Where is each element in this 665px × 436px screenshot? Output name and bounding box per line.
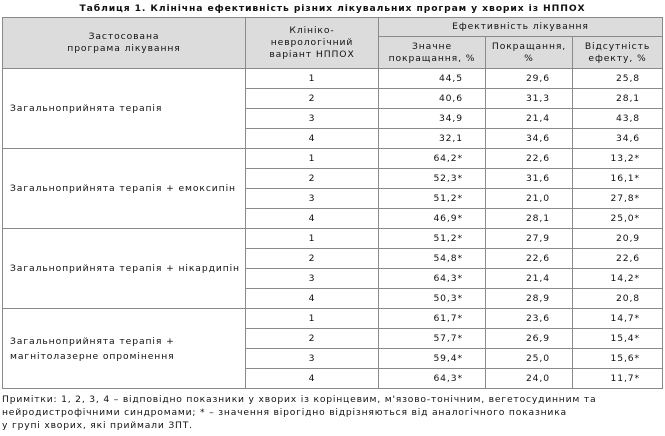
significant-cell: 32,1 bbox=[379, 129, 486, 149]
improvement-cell: 34,6 bbox=[486, 129, 573, 149]
improvement-cell: 29,6 bbox=[486, 69, 573, 89]
improvement-cell: 22,6 bbox=[486, 249, 573, 269]
no-effect-cell: 15,4* bbox=[573, 329, 663, 349]
efficacy-table bbox=[2, 17, 663, 389]
improvement-cell: 21,4 bbox=[486, 269, 573, 289]
improvement-cell: 28,9 bbox=[486, 289, 573, 309]
variant-cell: 2 bbox=[246, 89, 379, 109]
significant-cell: 57,7* bbox=[379, 329, 486, 349]
header-none-line2: ефекту, % bbox=[588, 52, 647, 64]
table-row bbox=[3, 309, 663, 329]
significant-cell: 64,3* bbox=[379, 269, 486, 289]
header-significant bbox=[379, 37, 486, 69]
improvement-cell: 24,0 bbox=[486, 369, 573, 389]
table-row bbox=[3, 69, 663, 89]
header-efficacy: Ефективність лікування bbox=[379, 18, 663, 37]
improvement-cell: 26,9 bbox=[486, 329, 573, 349]
improvement-cell: 22,6 bbox=[486, 149, 573, 169]
improvement-cell: 21,0 bbox=[486, 189, 573, 209]
significant-cell: 44,5 bbox=[379, 69, 486, 89]
notes-line: Примітки: 1, 2, 3, 4 – відповідно показники у хворих із корінцевим, м'язово-тонічним, вегетосудинним та bbox=[2, 394, 597, 405]
significant-cell: 61,7* bbox=[379, 309, 486, 329]
variant-cell: 3 bbox=[246, 269, 379, 289]
improvement-cell: 31,6 bbox=[486, 169, 573, 189]
significant-cell: 34,9 bbox=[379, 109, 486, 129]
notes-line: у групі хворих, які приймали ЗПТ. bbox=[2, 420, 193, 431]
program-name: Загальноприйнята терапія + магнітолазерне опромінення bbox=[3, 309, 246, 389]
variant-cell: 4 bbox=[246, 369, 379, 389]
variant-cell: 1 bbox=[246, 149, 379, 169]
no-effect-cell: 34,6 bbox=[573, 129, 663, 149]
significant-cell: 40,6 bbox=[379, 89, 486, 109]
table-title: Таблиця 1. Клінічна ефективність різних лікувальних програм у хворих із НППОХ bbox=[79, 3, 586, 14]
variant-cell: 4 bbox=[246, 209, 379, 229]
notes-line: нейродистрофічними синдромами; * – значення вірогідно відрізняються від аналогічного показника bbox=[2, 407, 567, 418]
program-name: Загальноприйнята терапія + нікардипін bbox=[3, 229, 246, 309]
program-name: Загальноприйнята терапія bbox=[3, 69, 246, 149]
no-effect-cell: 25,8 bbox=[573, 69, 663, 89]
improvement-cell: 31,3 bbox=[486, 89, 573, 109]
improvement-cell: 27,9 bbox=[486, 229, 573, 249]
significant-cell: 54,8* bbox=[379, 249, 486, 269]
variant-cell: 3 bbox=[246, 189, 379, 209]
table-notes bbox=[2, 393, 664, 432]
no-effect-cell: 14,7* bbox=[573, 309, 663, 329]
table-row bbox=[3, 149, 663, 169]
improvement-cell: 21,4 bbox=[486, 109, 573, 129]
header-improvement bbox=[486, 37, 573, 69]
no-effect-cell: 11,7* bbox=[573, 369, 663, 389]
variant-cell: 4 bbox=[246, 129, 379, 149]
no-effect-cell: 16,1* bbox=[573, 169, 663, 189]
header-program-line1: Застосована bbox=[88, 31, 160, 42]
no-effect-cell: 15,6* bbox=[573, 349, 663, 369]
significant-cell: 50,3* bbox=[379, 289, 486, 309]
header-program bbox=[3, 18, 246, 69]
table-row bbox=[3, 229, 663, 249]
table-body bbox=[3, 69, 663, 389]
variant-cell: 3 bbox=[246, 109, 379, 129]
program-name: Загальноприйнята терапія + емоксипін bbox=[3, 149, 246, 229]
improvement-cell: 28,1 bbox=[486, 209, 573, 229]
header-improvement-line1: Покращання, bbox=[491, 40, 567, 52]
variant-cell: 2 bbox=[246, 329, 379, 349]
header-program-line2: програма лікування bbox=[67, 43, 181, 54]
variant-cell: 2 bbox=[246, 249, 379, 269]
significant-cell: 51,2* bbox=[379, 229, 486, 249]
variant-cell: 4 bbox=[246, 289, 379, 309]
significant-cell: 51,2* bbox=[379, 189, 486, 209]
improvement-cell: 23,6 bbox=[486, 309, 573, 329]
variant-cell: 1 bbox=[246, 309, 379, 329]
significant-cell: 64,3* bbox=[379, 369, 486, 389]
header-improvement-line2: % bbox=[524, 52, 534, 64]
header-none bbox=[573, 37, 663, 69]
no-effect-cell: 28,1 bbox=[573, 89, 663, 109]
header-variant-line3: варіант НППОХ bbox=[269, 49, 355, 60]
no-effect-cell: 27,8* bbox=[573, 189, 663, 209]
header-variant-line1: Клініко- bbox=[289, 25, 335, 36]
variant-cell: 1 bbox=[246, 229, 379, 249]
improvement-cell: 25,0 bbox=[486, 349, 573, 369]
no-effect-cell: 14,2* bbox=[573, 269, 663, 289]
significant-cell: 59,4* bbox=[379, 349, 486, 369]
significant-cell: 46,9* bbox=[379, 209, 486, 229]
header-variant-line2: неврологічний bbox=[270, 37, 354, 48]
header-significant-line1: Значне bbox=[411, 40, 452, 52]
no-effect-cell: 43,8 bbox=[573, 109, 663, 129]
variant-cell: 1 bbox=[246, 69, 379, 89]
significant-cell: 52,3* bbox=[379, 169, 486, 189]
variant-cell: 2 bbox=[246, 169, 379, 189]
no-effect-cell: 20,9 bbox=[573, 229, 663, 249]
header-significant-line2: покращання, % bbox=[388, 52, 476, 64]
no-effect-cell: 20,8 bbox=[573, 289, 663, 309]
no-effect-cell: 25,0* bbox=[573, 209, 663, 229]
no-effect-cell: 22,6 bbox=[573, 249, 663, 269]
no-effect-cell: 13,2* bbox=[573, 149, 663, 169]
significant-cell: 64,2* bbox=[379, 149, 486, 169]
header-none-line1: Відсутність bbox=[584, 40, 651, 52]
header-variant bbox=[246, 18, 379, 69]
variant-cell: 3 bbox=[246, 349, 379, 369]
